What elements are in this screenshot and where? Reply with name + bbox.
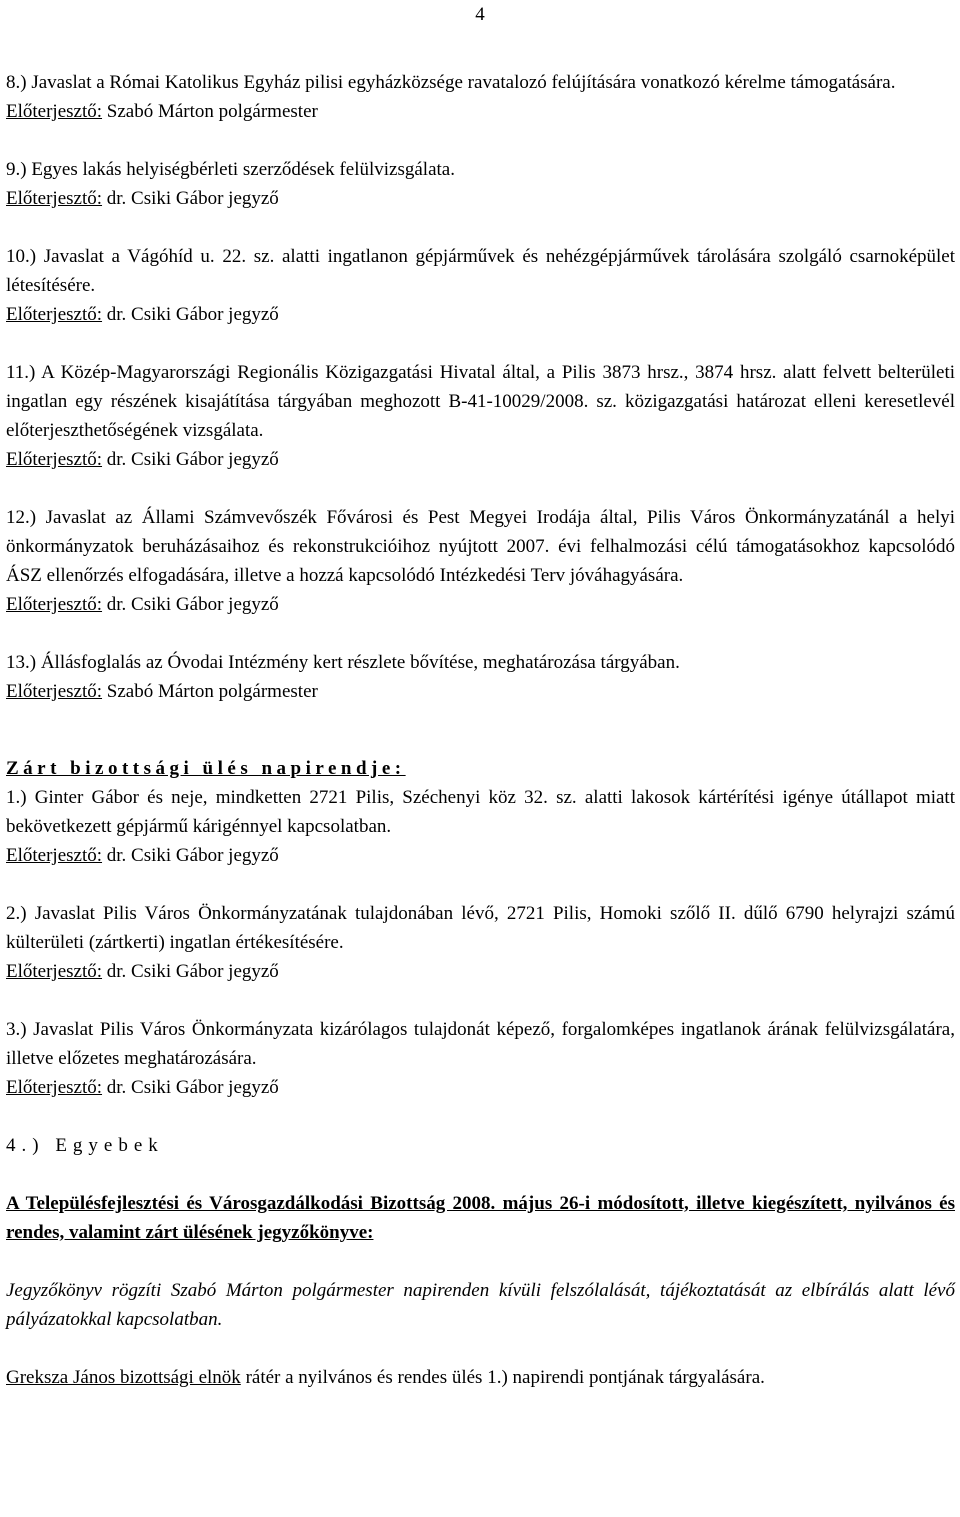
agenda-item-text: 1.) Ginter Gábor és neje, mindketten 2721 Pilis, Széchenyi köz 32. sz. alatti lakosok kártérítési igénye útállapot miatt bekövetkezett gépjármű kárigénnyel kapcsolatban. — [6, 787, 955, 837]
presenter-label: Előterjesztő: — [6, 594, 103, 615]
presenter-line — [6, 957, 955, 986]
presenter-label: Előterjesztő: — [6, 961, 103, 982]
section-gap — [6, 706, 955, 754]
presenter-name: dr. Csiki Gábor jegyző — [102, 1077, 279, 1098]
presenter-name: Szabó Márton polgármester — [102, 681, 318, 702]
presenter-name: dr. Csiki Gábor jegyző — [102, 304, 279, 325]
agenda-item-11 — [6, 358, 955, 474]
presenter-label: Előterjesztő: — [6, 1077, 103, 1098]
presenter-line — [6, 677, 955, 706]
presenter-line — [6, 590, 955, 619]
presenter-name: dr. Csiki Gábor jegyző — [102, 961, 279, 982]
presenter-name: Szabó Márton polgármester — [102, 101, 318, 122]
agenda-item-13 — [6, 648, 955, 706]
presenter-line — [6, 184, 955, 213]
page-number: 4 — [475, 4, 485, 25]
closed-item-2 — [6, 899, 955, 986]
presenter-label: Előterjesztő: — [6, 845, 103, 866]
agenda-item-text: 13.) Állásfoglalás az Óvodai Intézmény kert részlete bővítése, meghatározása tárgyában. — [6, 652, 680, 673]
closed-item-1 — [6, 783, 955, 870]
presenter-line — [6, 841, 955, 870]
presenter-line — [6, 97, 955, 126]
closing-paragraph — [6, 1363, 955, 1392]
closed-item-3 — [6, 1015, 955, 1102]
agenda-item-text: 8.) Javaslat a Római Katolikus Egyház pilisi egyházközsége ravatalozó felújítására vonatkozó kérelme támogatására. — [6, 72, 896, 93]
presenter-line — [6, 445, 955, 474]
presenter-name: dr. Csiki Gábor jegyző — [102, 188, 279, 209]
agenda-item-8 — [6, 68, 955, 126]
minutes-note: Jegyzőkönyv rögzíti Szabó Márton polgármester napirenden kívüli felszólalását, tájékoztatását az elbírálás alatt lévő pályázatokkal kapcsolatban. — [6, 1280, 955, 1330]
agenda-item-text: 11.) A Közép-Magyarországi Regionális Közigazgatási Hivatal által, a Pilis 3873 hrsz., 3874 hrsz. alatt felvett belterületi ingatlan egy részének kisajátítása tárgyában meghozott B-41-10029/2008. sz. közigazgatási határozat elleni keresetlevél előterjeszthetőségének vizsgálata. — [6, 362, 955, 441]
agenda-item-12 — [6, 503, 955, 619]
agenda-item-text: 9.) Egyes lakás helyiségbérleti szerződések felülvizsgálata. — [6, 159, 455, 180]
agenda-item-9 — [6, 155, 955, 213]
presenter-name: dr. Csiki Gábor jegyző — [102, 449, 279, 470]
minutes-title: A Településfejlesztési és Városgazdálkodási Bizottság 2008. május 26-i módosított, illetve kiegészített, nyilvános és rendes, valamint zárt ülésének jegyzőkönyve: — [6, 1193, 955, 1243]
agenda-item-text: 2.) Javaslat Pilis Város Önkormányzatának tulajdonában lévő, 2721 Pilis, Homoki szőlő II. dűlő 6790 helyrajzi számú külterületi (zártkerti) ingatlan értékesítésére. — [6, 903, 955, 953]
presenter-label: Előterjesztő: — [6, 449, 103, 470]
other-heading: 4.) Egyebek — [6, 1135, 164, 1156]
presenter-line — [6, 300, 955, 329]
presenter-label: Előterjesztő: — [6, 188, 103, 209]
agenda-item-text: 3.) Javaslat Pilis Város Önkormányzata kizárólagos tulajdonát képező, forgalomképes ingatlanok árának felülvizsgálatára, illetve előzetes meghatározására. — [6, 1019, 955, 1069]
speaker-name: Greksza János bizottsági elnök — [6, 1367, 241, 1388]
closed-session-heading: Zárt bizottsági ülés napirendje: — [6, 758, 406, 779]
presenter-label: Előterjesztő: — [6, 681, 103, 702]
agenda-content — [6, 68, 955, 1392]
agenda-item-text: 10.) Javaslat a Vágóhíd u. 22. sz. alatti ingatlanon gépjárművek és nehézgépjárművek tárolására szolgáló csarnoképület létesítésére. — [6, 246, 955, 296]
presenter-name: dr. Csiki Gábor jegyző — [102, 845, 279, 866]
agenda-item-10 — [6, 242, 955, 329]
paragraph-text: rátér a nyilvános és rendes ülés 1.) napirendi pontjának tárgyalására. — [240, 1367, 765, 1388]
presenter-name: dr. Csiki Gábor jegyző — [102, 594, 279, 615]
presenter-line — [6, 1073, 955, 1102]
agenda-item-text: 12.) Javaslat az Állami Számvevőszék Fővárosi és Pest Megyei Irodája által, Pilis Város Önkormányzatánál a helyi önkormányzatok beruházásaihoz és rekonstrukcióihoz nyújtott 2007. évi felhalmozási célú támogatásokhoz kapcsolódó ÁSZ ellenőrzés elfogadására, illetve a hozzá kapcsolódó Intézkedési Terv jóváhagyására. — [6, 507, 955, 586]
presenter-label: Előterjesztő: — [6, 304, 103, 325]
presenter-label: Előterjesztő: — [6, 101, 103, 122]
